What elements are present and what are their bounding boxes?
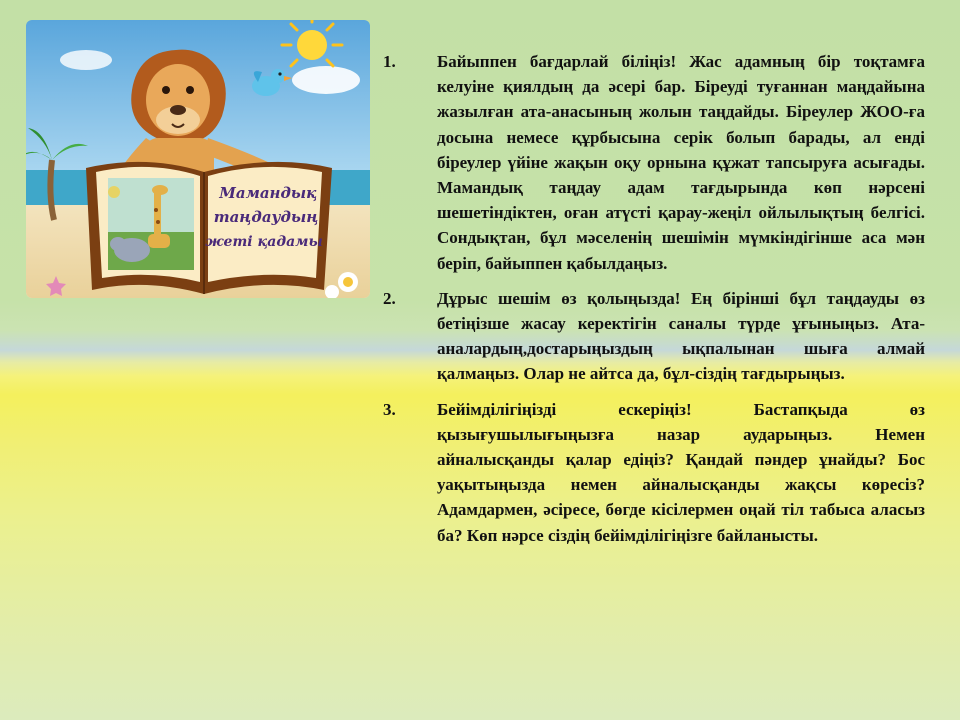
list-item bbox=[383, 286, 925, 387]
sun-small-icon bbox=[108, 186, 120, 198]
item-text: Дұрыс шешім өз қолыңызда! Ең бірінші бұл таңдауды өз бетіңізше жасау керектігін саналы түрде ұғыныңыз. Ата-аналардың,достарыңыздың ықпалынан шыға алмай қалмаңыз. Олар не айтса да, бұл-сіздің тағдырыңыз. bbox=[437, 288, 925, 384]
cloud bbox=[292, 66, 360, 94]
tips-list bbox=[383, 49, 925, 558]
item-number: 2. bbox=[383, 288, 396, 308]
item-text: Бейімділігіңізді ескеріңіз! Бастапқыда өз қызығушылығыңызға назар аударыңыз. Немен айналысқанды қалар едіңіз? Қандай пәндер ұнайды? Бос уақытыңызда немен айналысқанды жақсы көресіз? Адамдармен, әсіресе, бөгде кісілермен оңай тіл табыса аласыз ба? Көп нәрсе сіздің бейімділігіңізге байланысты. bbox=[437, 399, 925, 545]
book-title-line-3: жеті қадамы bbox=[205, 234, 323, 250]
book-title-line-1: Мамандық bbox=[219, 184, 317, 202]
list-item bbox=[383, 397, 925, 548]
open-book bbox=[86, 162, 332, 294]
item-text: Байыппен бағдарлай біліңіз! Жас адамның бір тоқтамға келуіне қиялдың да әсері бар. Біреуді туғаннан маңдайына жазылған ата-анасының жолын таңдайды. Біреулер ЖОО-ға досына немесе құрбысына серік болып барады, ал енді біреулер үйіне жақын оқу орнына құжат тапсыруға асығады. Мамандық таңдау адам тағдырында көп нәрсені шешетіндіктен, оған атүсті қарау-жеңіл ойлылықтың белгісі. Сондықтан, бұл мәселенің шешімін мүмкіндігінше аса мән беріп, байыппен қабылдаңыз. bbox=[437, 52, 925, 273]
list-item bbox=[383, 49, 925, 276]
illustration-lion-book bbox=[26, 20, 370, 298]
item-number: 1. bbox=[383, 52, 396, 71]
cloud bbox=[60, 50, 112, 70]
book-title-line-2: таңдаудың bbox=[213, 208, 319, 226]
item-number: 3. bbox=[383, 399, 396, 419]
illustration-svg bbox=[26, 20, 370, 298]
